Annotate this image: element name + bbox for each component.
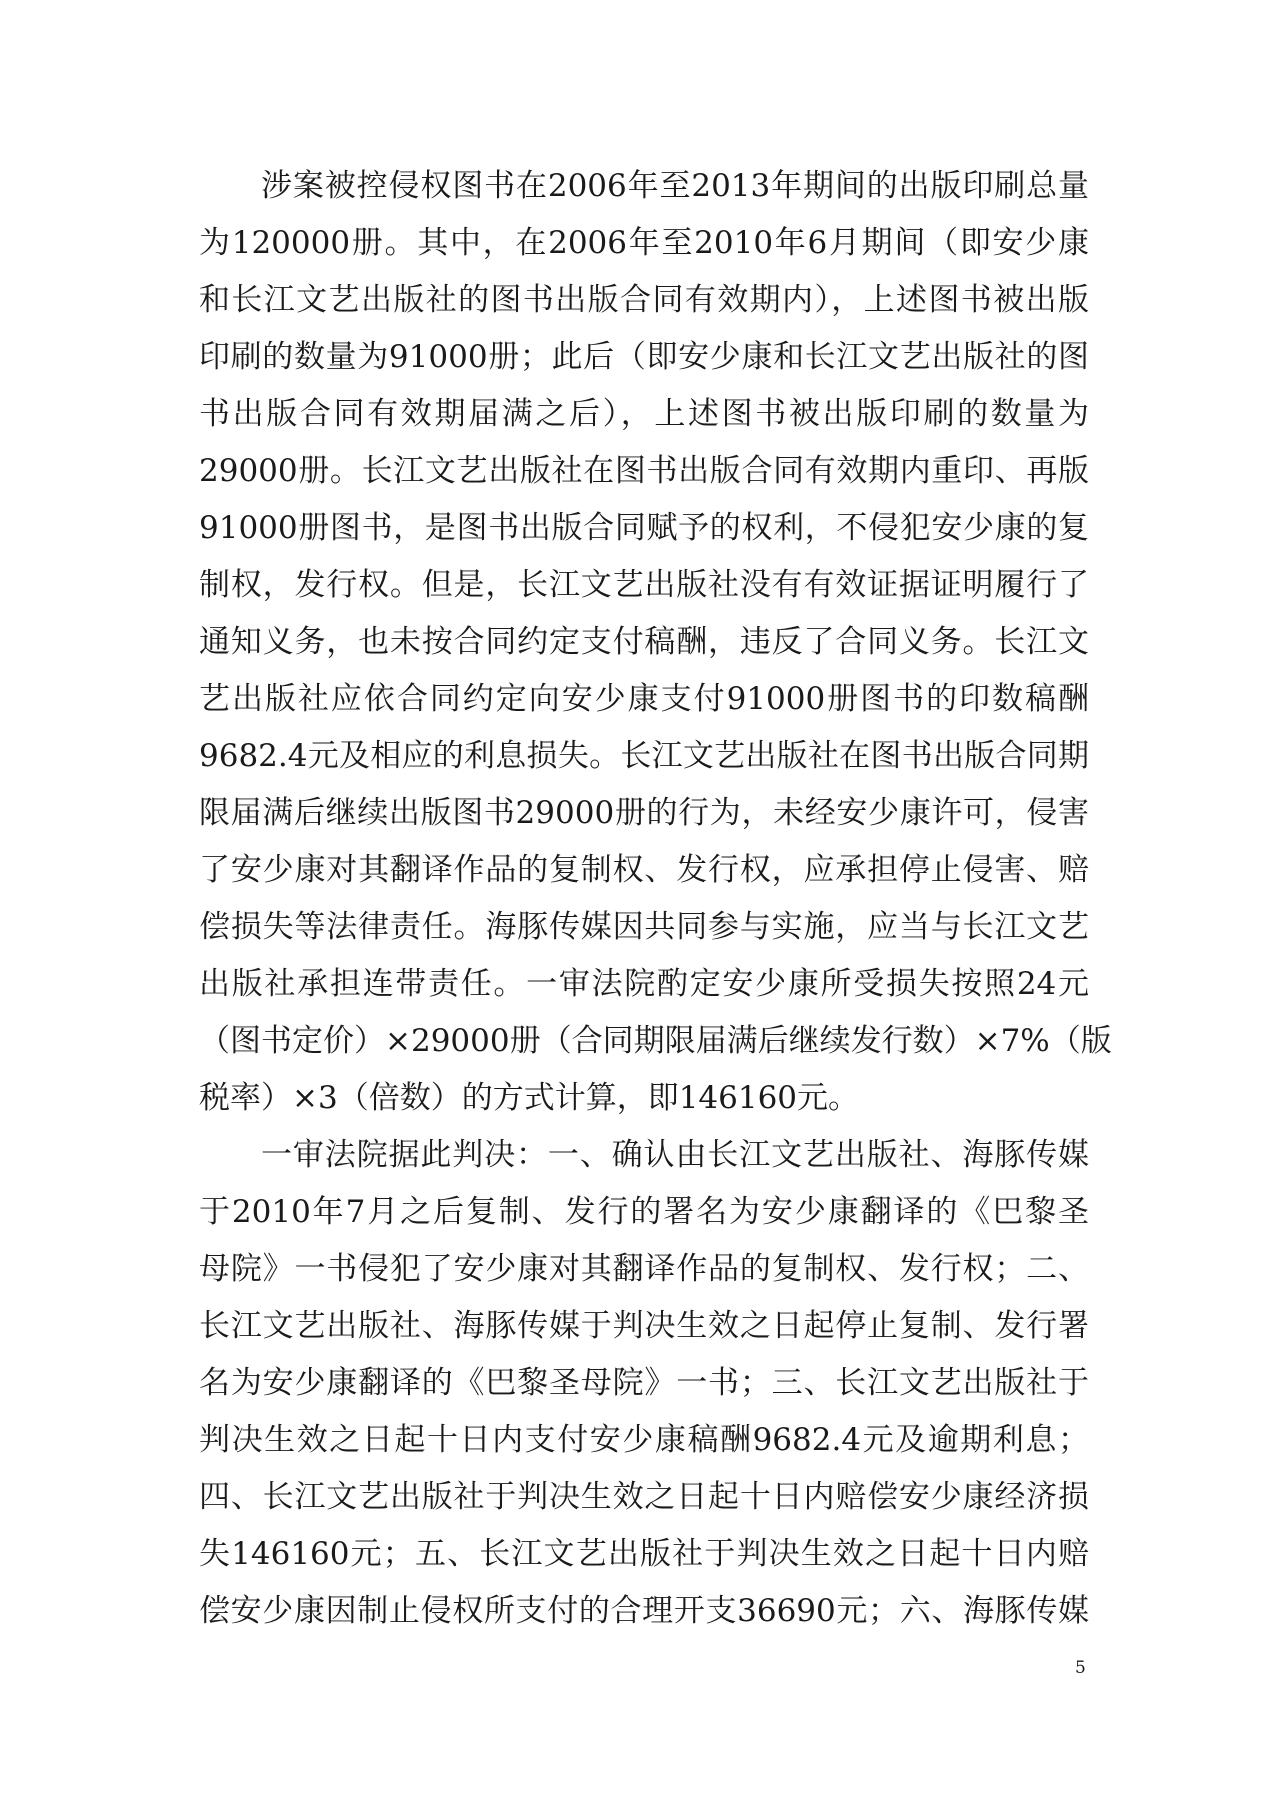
paragraph-2 xyxy=(199,1127,1089,1640)
text-line: 印刷的数量为91000册；此后（即安少康和长江文艺出版社的图 xyxy=(199,339,1089,375)
text-line: 于2010年7月之后复制、发行的署名为安少康翻译的《巴黎圣 xyxy=(199,1194,1089,1230)
paragraph-1 xyxy=(199,158,1112,1127)
text-line: （图书定价）×29000册（合同期限届满后继续发行数）×7%（版 xyxy=(199,1023,1112,1059)
text-line: 偿安少康因制止侵权所支付的合理开支36690元；六、海豚传媒 xyxy=(199,1593,1089,1629)
text-line: 书出版合同有效期届满之后），上述图书被出版印刷的数量为 xyxy=(199,396,1089,432)
text-line: 限届满后继续出版图书29000册的行为，未经安少康许可，侵害 xyxy=(199,795,1089,831)
text-line: 和长江文艺出版社的图书出版合同有效期内），上述图书被出版 xyxy=(199,282,1089,318)
text-line: 29000册。长江文艺出版社在图书出版合同有效期内重印、再版 xyxy=(199,453,1089,489)
text-line: 税率）×3（倍数）的方式计算，即146160元。 xyxy=(199,1080,860,1116)
text-line: 长江文艺出版社、海豚传媒于判决生效之日起停止复制、发行署 xyxy=(199,1308,1089,1344)
text-line: 91000册图书，是图书出版合同赋予的权利，不侵犯安少康的复 xyxy=(199,510,1089,546)
text-line: 艺出版社应依合同约定向安少康支付91000册图书的印数稿酬 xyxy=(199,681,1089,717)
text-line: 名为安少康翻译的《巴黎圣母院》一书；三、长江文艺出版社于 xyxy=(199,1365,1089,1401)
text-line: 通知义务，也未按合同约定支付稿酬，违反了合同义务。长江文 xyxy=(199,624,1089,660)
text-line: 了安少康对其翻译作品的复制权、发行权，应承担停止侵害、赔 xyxy=(199,852,1089,888)
text-line: 制权，发行权。但是，长江文艺出版社没有有效证据证明履行了 xyxy=(199,567,1089,603)
text-line: 失146160元；五、长江文艺出版社于判决生效之日起十日内赔 xyxy=(199,1536,1089,1572)
text-line: 判决生效之日起十日内支付安少康稿酬9682.4元及逾期利息； xyxy=(199,1422,1089,1458)
text-line: 四、长江文艺出版社于判决生效之日起十日内赔偿安少康经济损 xyxy=(199,1479,1089,1515)
page-number: 5 xyxy=(1075,1658,1086,1678)
body-text xyxy=(199,158,1112,1640)
text-line: 涉案被控侵权图书在2006年至2013年期间的出版印刷总量 xyxy=(261,168,1089,204)
text-line: 9682.4元及相应的利息损失。长江文艺出版社在图书出版合同期 xyxy=(199,738,1089,774)
text-line: 为120000册。其中，在2006年至2010年6月期间（即安少康 xyxy=(199,225,1089,261)
text-line: 出版社承担连带责任。一审法院酌定安少康所受损失按照24元 xyxy=(199,966,1089,1002)
text-line: 偿损失等法律责任。海豚传媒因共同参与实施，应当与长江文艺 xyxy=(199,909,1089,945)
text-line: 母院》一书侵犯了安少康对其翻译作品的复制权、发行权；二、 xyxy=(199,1251,1089,1287)
text-line: 一审法院据此判决：一、确认由长江文艺出版社、海豚传媒 xyxy=(261,1137,1089,1173)
